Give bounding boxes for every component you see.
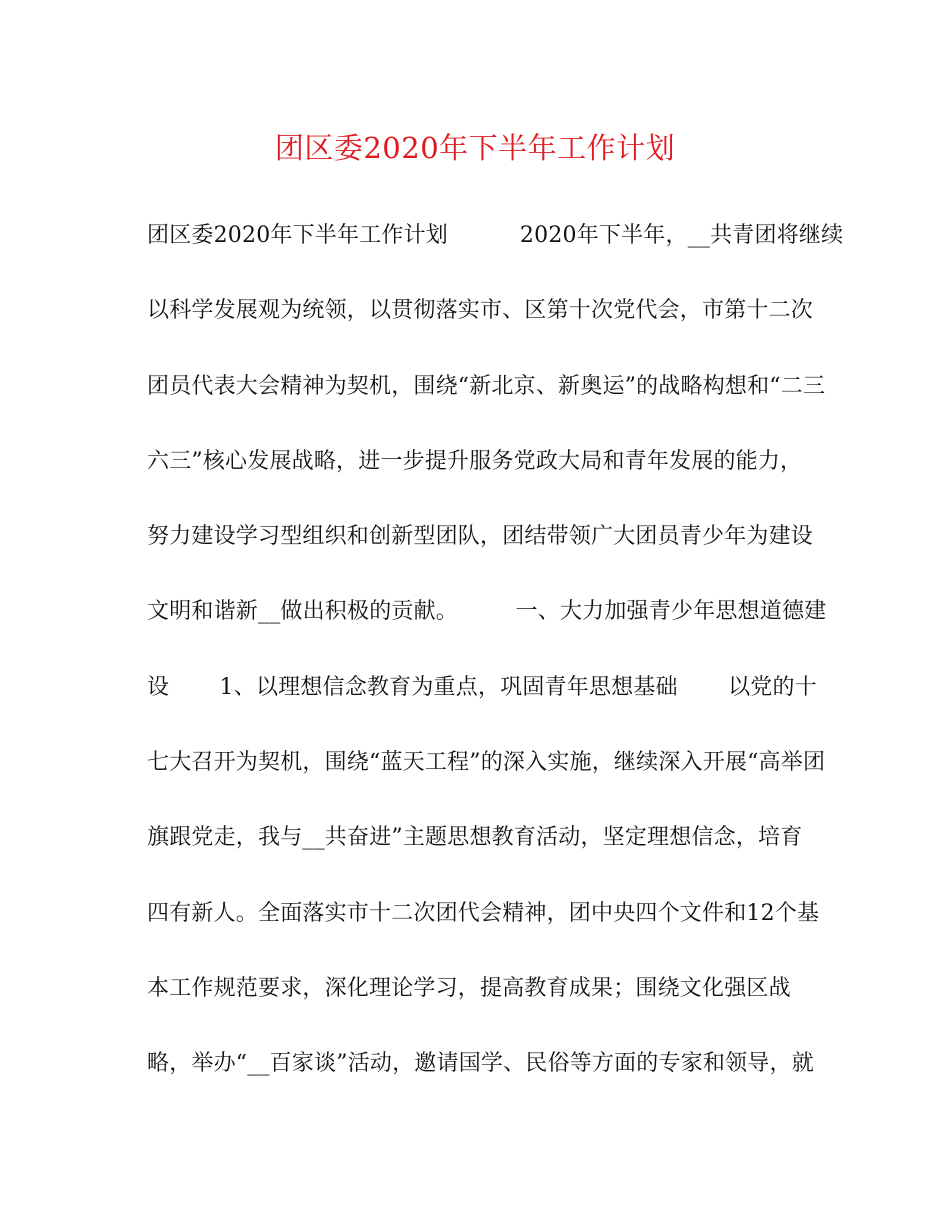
document-body — [147, 213, 844, 1117]
body-line: 略，举办“__百家谈”活动，邀请国学、民俗等方面的专家和领导，就 — [147, 1051, 814, 1077]
body-line: 七大召开为契机，围绕“蓝天工程”的深入实施，继续深入开展“高举团 — [147, 750, 826, 776]
body-line: 文明和谐新__做出积极的贡献。 一、大力加强青少年思想道德建 — [147, 599, 827, 625]
body-line: 设 1、以理想信念教育为重点，巩固青年思想基础 以党的十 — [147, 674, 817, 700]
body-line: 本工作规范要求，深化理论学习，提高教育成果；围绕文化强区战 — [147, 975, 791, 1001]
body-line: 团员代表大会精神为契机，围绕“新北京、新奥运”的战略构想和“二三 — [147, 373, 826, 399]
body-line: 以科学发展观为统领，以贯彻落实市、区第十次党代会，市第十二次 — [147, 298, 814, 324]
body-line: 团区委2020年下半年工作计划 2020年下半年，__共青团将继续 — [147, 223, 844, 248]
document-title: 团区委2020年下半年工作计划 — [274, 131, 676, 165]
body-line: 旗跟党走，我与__共奋进”主题思想教育活动，坚定理想信念，培育 — [147, 825, 803, 851]
body-line: 四有新人。全面落实市十二次团代会精神，团中央四个文件和12个基 — [147, 900, 820, 926]
body-line: 六三”核心发展战略，进一步提升服务党政大局和青年发展的能力， — [147, 448, 803, 474]
body-line: 努力建设学习型组织和创新型团队，团结带领广大团员青少年为建设 — [147, 524, 814, 550]
